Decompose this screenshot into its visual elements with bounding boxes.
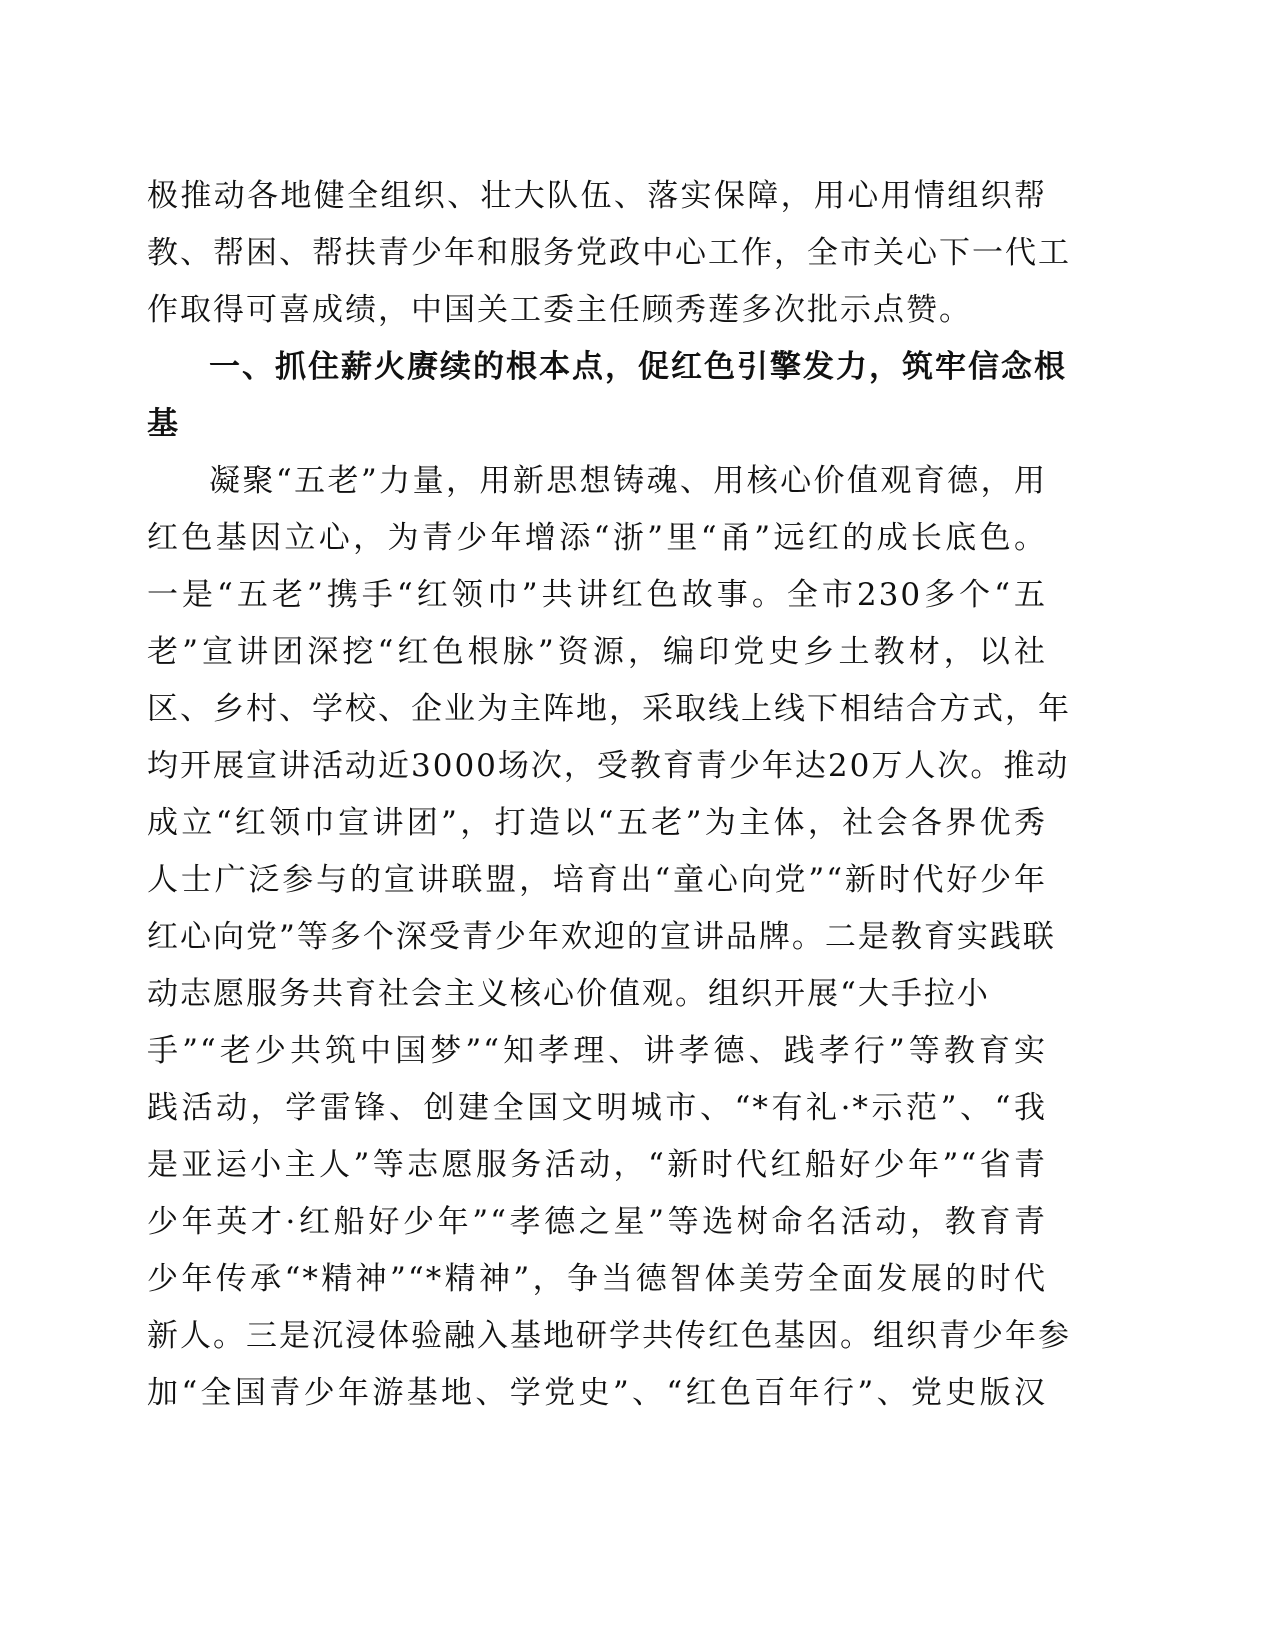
intro-paragraph (147, 168, 1071, 339)
text-line: 教、帮困、帮扶青少年和服务党政中心工作，全市关心下一代工 (147, 235, 1071, 271)
text-line: 均开展宣讲活动近3000场次，受教育青少年达20万人次。推动 (147, 748, 1070, 784)
text-line: 是亚运小主人”等志愿服务活动，“新时代红船好少年”“省青 (147, 1147, 1047, 1183)
text-line: 少年英才·红船好少年”“孝德之星”等选树命名活动，教育青 (147, 1204, 1047, 1240)
body-paragraph (147, 453, 1071, 1422)
text-line: 红心向党”等多个深受青少年欢迎的宣讲品牌。二是教育实践联 (147, 919, 1056, 955)
section-heading (147, 339, 1067, 453)
text-line: 区、乡村、学校、企业为主阵地，采取线上线下相结合方式，年 (147, 691, 1071, 727)
text-line: 践活动，学雷锋、创建全国文明城市、“*有礼·*示范”、“我 (147, 1090, 1047, 1126)
text-line: 手”“老少共筑中国梦”“知孝理、讲孝德、践孝行”等教育实 (147, 1033, 1047, 1069)
text-line: 人士广泛参与的宣讲联盟，培育出“童心向党”“新时代好少年 (147, 862, 1047, 898)
text-line: 红色基因立心，为青少年增添“浙”里“甬”远红的成长底色。 (147, 520, 1047, 556)
text-line: 少年传承“*精神”“*精神”，争当德智体美劳全面发展的时代 (147, 1261, 1047, 1297)
text-line: 新人。三是沉浸体验融入基地研学共传红色基因。组织青少年参 (147, 1318, 1071, 1354)
text-line: 作取得可喜成绩，中国关工委主任顾秀莲多次批示点赞。 (147, 292, 972, 328)
heading-line: 基 (147, 406, 180, 442)
text-line: 老”宣讲团深挖“红色根脉”资源，编印党史乡土教材，以社 (147, 634, 1047, 670)
document-body (147, 168, 1071, 1422)
text-line: 动志愿服务共育社会主义核心价值观。组织开展“大手拉小 (147, 976, 990, 1012)
text-line: 加“全国青少年游基地、学党史”、“红色百年行”、党史版汉 (147, 1375, 1047, 1411)
text-line: 凝聚“五老”力量，用新思想铸魂、用核心价值观育德，用 (209, 463, 1047, 499)
text-line: 成立“红领巾宣讲团”，打造以“五老”为主体，社会各界优秀 (147, 805, 1047, 841)
text-line: 极推动各地健全组织、壮大队伍、落实保障，用心用情组织帮 (147, 178, 1047, 214)
text-line: 一是“五老”携手“红领巾”共讲红色故事。全市230多个“五 (147, 577, 1047, 613)
heading-line: 一、抓住薪火赓续的根本点，促红色引擎发力，筑牢信念根 (209, 349, 1067, 385)
